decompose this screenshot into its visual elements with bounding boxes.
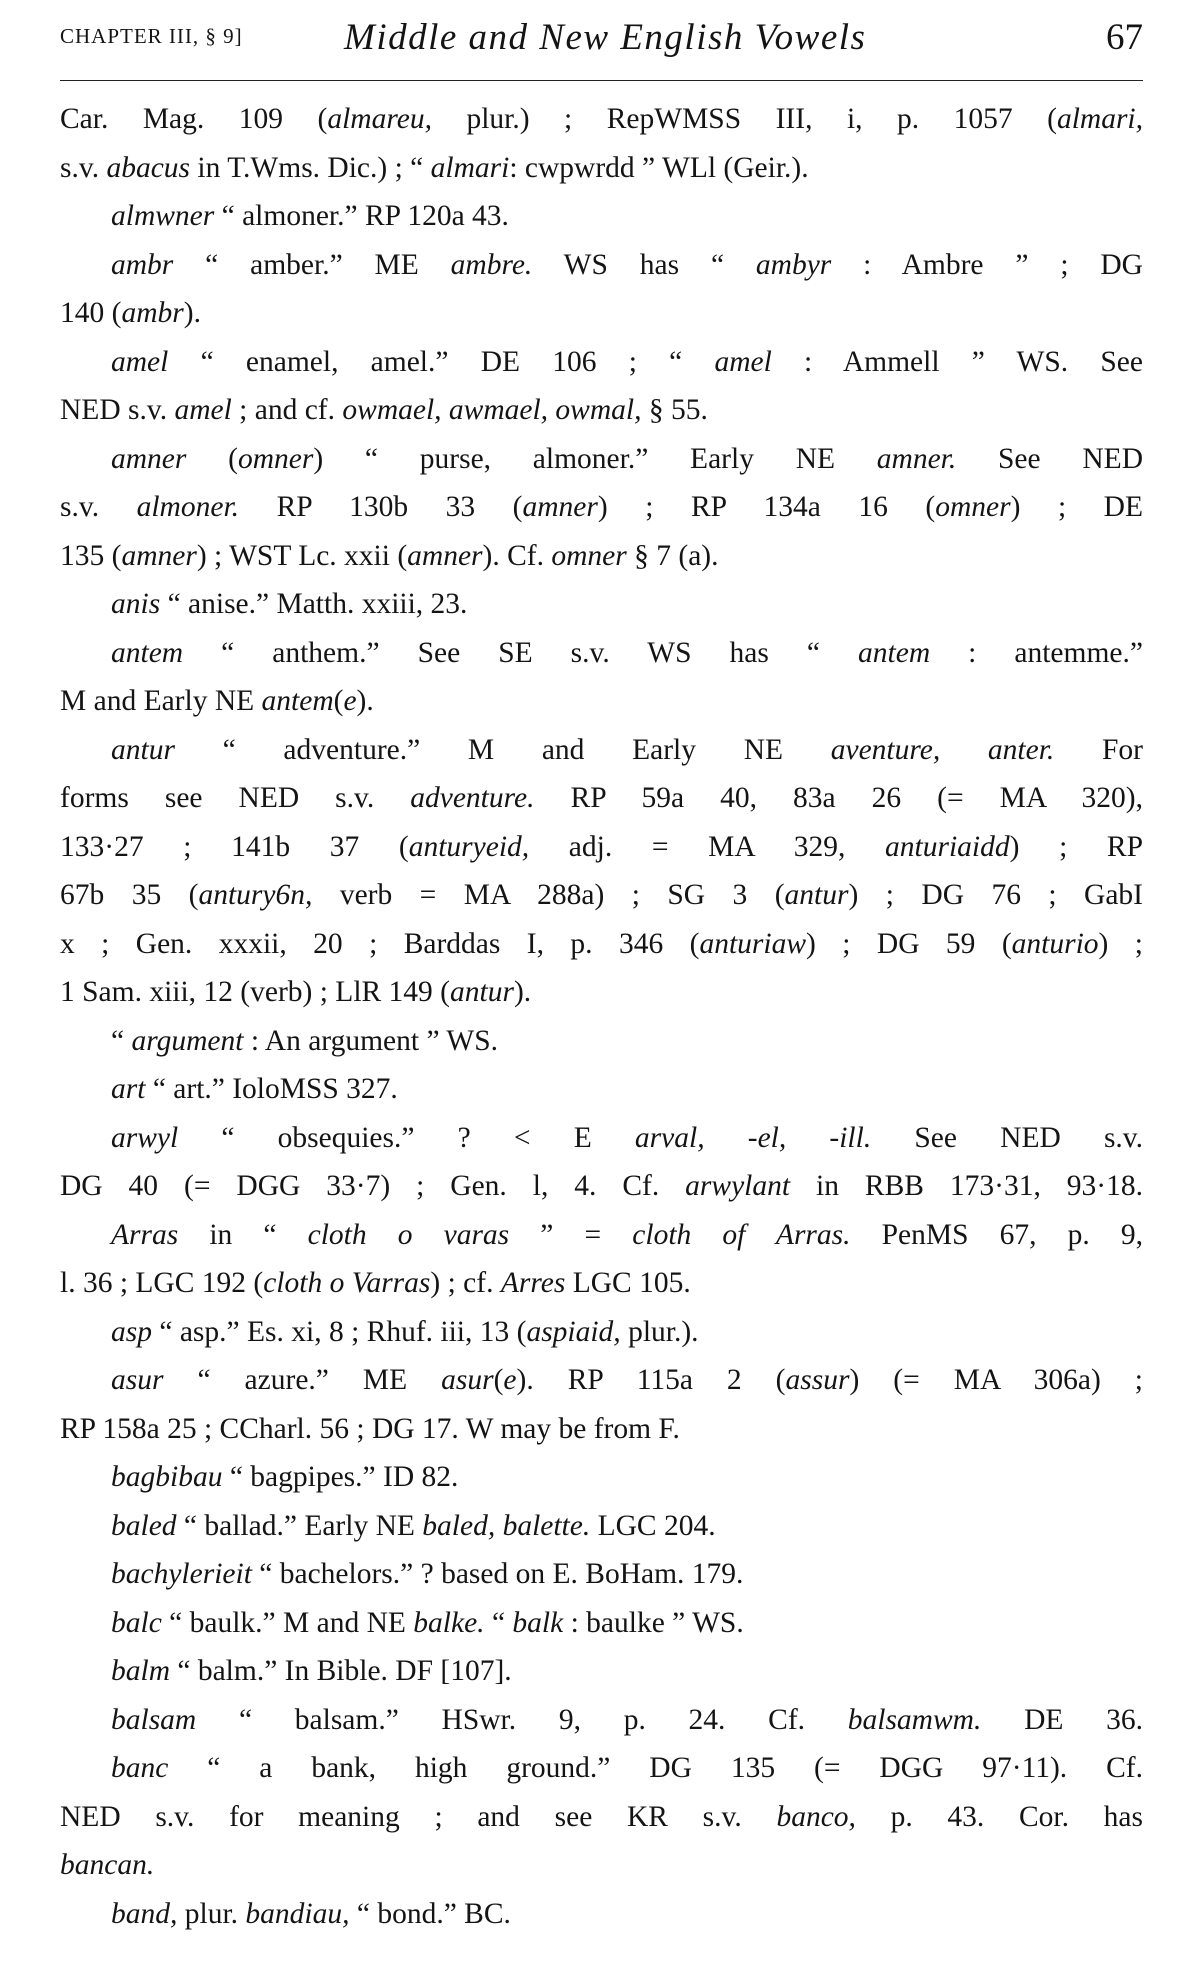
italic-term: antur (784, 879, 849, 911)
italic-term: Arres (500, 1267, 566, 1299)
text-line (60, 1502, 1143, 1551)
text-run: NED s.v. (60, 394, 175, 426)
text-line (60, 1599, 1143, 1648)
text-run: ) ; RP (1009, 830, 1144, 863)
text-run: “ obsequies.” ? < E (178, 1121, 635, 1154)
italic-term: aspiaid, (526, 1315, 621, 1348)
text-line (60, 629, 1143, 678)
text-line (60, 1259, 1143, 1308)
italic-term: Arras (111, 1218, 179, 1251)
text-run: ) ; (1098, 927, 1143, 960)
text-run: : Ammell ” WS. See (771, 345, 1143, 378)
text-run: “ ballad.” Early NE (176, 1509, 423, 1542)
text-line (60, 1550, 1143, 1599)
text-run: plur. (177, 1897, 246, 1930)
text-run: § 55. (641, 394, 708, 426)
text-line (60, 1356, 1143, 1405)
text-run: “ (111, 1024, 132, 1057)
italic-term: cloth o varas (307, 1218, 510, 1251)
text-run: For (1054, 733, 1143, 766)
italic-term: anturiaw (699, 927, 807, 960)
text-run: “ azure.” ME (163, 1364, 442, 1396)
italic-term: balm (111, 1655, 170, 1687)
header-rule (60, 80, 1143, 81)
text-run: See NED s.v. (871, 1121, 1144, 1154)
text-run: RP 158a 25 ; CCharl. 56 ; DG 17. W may be from F. (60, 1412, 680, 1445)
text-line (60, 871, 1143, 920)
italic-term: antem (858, 636, 931, 669)
glossary-body (60, 95, 1143, 1938)
text-run: “ bagpipes.” ID 82. (222, 1461, 459, 1493)
italic-term: band, (111, 1897, 178, 1930)
text-run: Car. Mag. 109 ( (60, 103, 328, 135)
text-run: ” = (509, 1218, 633, 1251)
text-run: ( (493, 1364, 504, 1396)
text-line (60, 95, 1143, 144)
text-run: RP 59a 40, 83a 26 (= MA 320), (534, 782, 1143, 814)
italic-term: antem (261, 685, 334, 717)
text-line (60, 580, 1143, 629)
italic-term: baled, balette. (422, 1509, 591, 1542)
italic-term: banc (111, 1752, 169, 1784)
text-run: PenMS 67, p. 9, (850, 1218, 1144, 1251)
page-number: 67 (1106, 17, 1143, 58)
text-run: § 7 (a). (626, 539, 719, 572)
text-run: LGC 105. (565, 1267, 691, 1299)
text-line (60, 1647, 1143, 1696)
text-run: s.v. (60, 491, 137, 523)
italic-term: assur (785, 1364, 850, 1396)
text-run: p. 43. Cor. has (855, 1800, 1144, 1833)
text-run: : An argument ” WS. (243, 1024, 499, 1057)
italic-term: ambyr (755, 248, 832, 281)
text-line (60, 920, 1143, 969)
text-run: “ bond.” BC. (349, 1897, 511, 1930)
text-line (60, 1065, 1143, 1114)
text-run: “ enamel, amel.” DE 106 ; “ (168, 345, 715, 378)
text-run: ; and cf. (231, 394, 343, 426)
italic-term: amel (714, 345, 772, 378)
italic-term: amner. (876, 442, 957, 475)
italic-term: amner (407, 539, 483, 572)
text-run: adj. = MA 329, (529, 830, 886, 863)
text-run: in T.Wms. Dic.) ; “ (190, 151, 431, 184)
italic-term: almareu, (327, 103, 432, 135)
italic-term: amel (174, 394, 232, 426)
text-run: ). (356, 685, 374, 717)
text-line (60, 726, 1143, 775)
italic-term: asp (111, 1315, 152, 1348)
italic-term: cloth o Varras (263, 1267, 431, 1299)
text-run: plur.) ; RepWMSS III, i, p. 1057 ( (431, 103, 1057, 135)
text-line (60, 1696, 1143, 1745)
text-run: “ anthem.” See SE s.v. WS has “ (183, 636, 859, 669)
text-line (60, 677, 1143, 726)
italic-term: arwylant (685, 1170, 791, 1202)
italic-term: abacus (106, 151, 191, 184)
italic-term: anis (111, 588, 161, 620)
text-run: ). RP 115a 2 ( (516, 1364, 786, 1396)
italic-term: bancan. (60, 1849, 155, 1881)
text-run: ) ; DG 59 ( (806, 927, 1012, 960)
text-line (60, 386, 1143, 435)
italic-term: almoner. (136, 491, 240, 523)
text-run: “ almoner.” RP 120a 43. (214, 200, 509, 232)
text-run: ). Cf. (482, 539, 552, 572)
text-line (60, 823, 1143, 872)
italic-term: baled (111, 1509, 177, 1542)
text-line (60, 338, 1143, 387)
text-run: x ; Gen. xxxii, 20 ; Barddas I, p. 346 ( (60, 927, 700, 960)
text-line (60, 241, 1143, 290)
text-run: ) ; DG 76 ; GabI (848, 879, 1144, 911)
text-run: ) ; WST Lc. xxii ( (196, 539, 408, 572)
text-line (60, 1405, 1143, 1454)
text-run: in RBB 173·31, 93·18. (790, 1170, 1143, 1202)
text-line (60, 774, 1143, 823)
italic-term: omner (935, 491, 1011, 523)
text-run: ) ; RP 134a 16 ( (597, 491, 936, 523)
text-run: See NED (956, 442, 1143, 475)
text-line (60, 1744, 1143, 1793)
text-line (60, 1162, 1143, 1211)
text-run: “ anise.” Matth. xxiii, 23. (160, 588, 468, 620)
text-run: ). (183, 297, 201, 329)
text-line (60, 483, 1143, 532)
italic-term: amel (111, 345, 169, 378)
italic-term: ambr (121, 297, 184, 329)
text-line (60, 192, 1143, 241)
italic-term: anturiaidd (885, 830, 1010, 863)
italic-term: omner (237, 442, 314, 475)
text-run: 1 Sam. xiii, 12 (verb) ; LlR 149 ( (60, 976, 451, 1008)
italic-term: ambr (111, 248, 174, 281)
running-title: Middle and New English Vowels (344, 17, 867, 58)
text-run: DG 40 (= DGG 33·7) ; Gen. l, 4. Cf. (60, 1170, 686, 1202)
text-run: : baulke ” WS. (563, 1606, 744, 1639)
text-line (60, 289, 1143, 338)
italic-term: balsamwm. (847, 1703, 982, 1736)
text-line (60, 1793, 1143, 1842)
text-run: DE 36. (981, 1703, 1143, 1736)
text-line (60, 1890, 1143, 1939)
text-run: ) “ purse, almoner.” Early NE (313, 442, 877, 475)
italic-term: omner (551, 539, 627, 572)
text-run: “ (484, 1606, 513, 1639)
text-run: “ balsam.” HSwr. 9, p. 24. Cf. (196, 1703, 848, 1736)
italic-term: balc (111, 1606, 162, 1639)
italic-term: art (111, 1073, 146, 1105)
text-line (60, 1114, 1143, 1163)
text-run: “ balm.” In Bible. DF [107]. (170, 1655, 512, 1687)
text-line (60, 144, 1143, 193)
italic-term: amner (111, 442, 187, 475)
text-line (60, 435, 1143, 484)
italic-term: banco, (776, 1800, 856, 1833)
text-run: LGC 204. (590, 1509, 716, 1542)
italic-term: cloth of Arras. (632, 1218, 851, 1251)
text-run: “ asp.” Es. xi, 8 ; Rhuf. iii, 13 ( (151, 1315, 527, 1348)
italic-term: e (343, 685, 357, 717)
text-line (60, 1017, 1143, 1066)
italic-term: argument (131, 1024, 244, 1057)
text-line (60, 968, 1143, 1017)
text-run: NED s.v. for meaning ; and see KR s.v. (60, 1800, 777, 1833)
text-line (60, 532, 1143, 581)
text-run: M and Early NE (60, 685, 262, 717)
text-run: RP 130b 33 ( (239, 491, 523, 523)
italic-term: anturio (1011, 927, 1099, 960)
text-run: ( (186, 442, 238, 475)
text-run: 133·27 ; 141b 37 ( (60, 830, 409, 863)
text-run: ) ; DE (1010, 491, 1143, 523)
italic-term: balsam (111, 1703, 197, 1736)
italic-term: bandiau, (245, 1897, 350, 1930)
text-run: “ baulk.” M and NE (161, 1606, 414, 1639)
text-run: 135 ( (60, 539, 122, 572)
text-line (60, 1841, 1143, 1890)
text-run: ). (513, 976, 532, 1008)
text-run: in “ (178, 1218, 308, 1251)
italic-term: asur (441, 1364, 494, 1396)
text-run: plur.). (620, 1315, 699, 1348)
italic-term: antur (111, 733, 175, 766)
text-run: verb = MA 288a) ; SG 3 ( (312, 879, 785, 911)
text-run: : Ambre ” ; DG (831, 248, 1143, 281)
italic-term: arval, -el, -ill. (634, 1121, 872, 1154)
chapter-reference: CHAPTER III, § 9] (60, 24, 243, 48)
italic-term: almari, (1056, 103, 1143, 135)
text-line (60, 1211, 1143, 1260)
running-header (60, 12, 1143, 72)
italic-term: asur (111, 1364, 164, 1396)
text-run: ( (333, 685, 344, 717)
italic-term: adventure. (410, 782, 535, 814)
italic-term: owmael, awmael, owmal, (342, 394, 642, 426)
text-run: ) (= MA 306a) ; (849, 1364, 1144, 1396)
text-run: ) ; cf. (430, 1267, 501, 1299)
italic-term: almwner (111, 200, 215, 232)
italic-term: antur (450, 976, 514, 1008)
italic-term: amner (121, 539, 197, 572)
italic-term: anturyeid, (408, 830, 530, 863)
text-run: “ a bank, high ground.” DG 135 (= DGG 97·11). Cf. (168, 1752, 1143, 1784)
text-run: “ art.” IoloMSS 327. (145, 1073, 398, 1105)
text-run: : cwpwrdd ” WLl (Geir.). (509, 151, 809, 184)
text-run: “ bachelors.” ? based on E. BoHam. 179. (251, 1558, 744, 1590)
text-run: “ adventure.” M and Early NE (174, 733, 831, 766)
italic-term: almari (430, 151, 510, 184)
italic-term: bagbibau (111, 1461, 223, 1493)
italic-term: aventure, anter. (830, 733, 1055, 766)
italic-term: balke. (413, 1606, 485, 1639)
text-run: : antemme.” (930, 636, 1143, 669)
italic-term: bachylerieit (111, 1558, 252, 1590)
text-run: forms see NED s.v. (60, 782, 411, 814)
text-run: 67b 35 ( (60, 879, 199, 911)
text-run: l. 36 ; LGC 192 ( (60, 1267, 264, 1299)
text-line (60, 1453, 1143, 1502)
italic-term: antury6n, (198, 879, 313, 911)
text-run: WS has “ (532, 248, 756, 281)
text-run: s.v. (60, 151, 107, 184)
text-line (60, 1308, 1143, 1357)
italic-term: ambre. (450, 248, 533, 281)
text-run: “ amber.” ME (173, 248, 451, 281)
italic-term: e (503, 1364, 517, 1396)
italic-term: antem (111, 636, 184, 669)
italic-term: amner (522, 491, 598, 523)
italic-term: arwyl (111, 1121, 179, 1154)
italic-term: balk (512, 1606, 564, 1639)
text-run: 140 ( (60, 297, 122, 329)
